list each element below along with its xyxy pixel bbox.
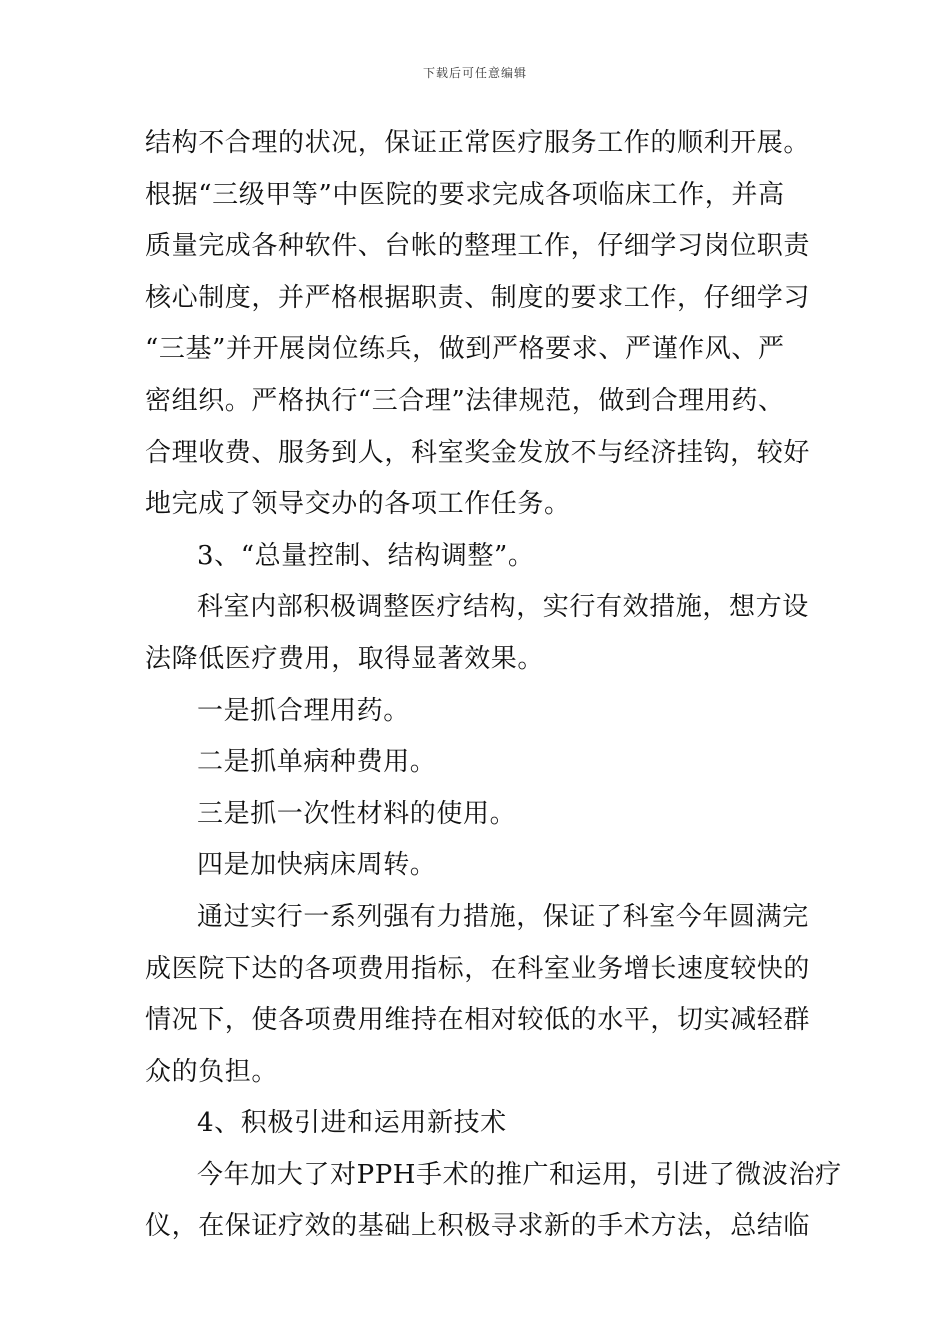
- text-line: 法降低医疗费用，取得显著效果。: [145, 643, 545, 674]
- text-line: 密组织。严格执行“三合理”法律规范，做到合理用药、: [145, 385, 785, 416]
- text-line: 根据“三级甲等”中医院的要求完成各项临床工作，并高: [145, 179, 785, 210]
- text-line: 质量完成各种软件、台帐的整理工作，仔细学习岗位职责: [145, 231, 811, 262]
- text-line: 仪，在保证疗效的基础上积极寻求新的手术方法，总结临: [145, 1211, 811, 1242]
- page-header-note: 下载后可任意编辑: [422, 66, 527, 80]
- document-body: [145, 118, 842, 1253]
- section-heading: 3、“总量控制、结构调整”。: [197, 540, 535, 571]
- text-line: 众的负担。: [145, 1056, 279, 1087]
- text-line: 科室内部积极调整医疗结构，实行有效措施，想方设: [197, 592, 809, 623]
- text-line: 核心制度，并严格根据职责、制度的要求工作，仔细学习: [145, 282, 811, 313]
- text-line: 结构不合理的状况，保证正常医疗服务工作的顺利开展。: [145, 128, 811, 158]
- list-item: 四是加快病床周转。: [197, 850, 437, 881]
- section-heading: 4、积极引进和运用新技术: [197, 1108, 507, 1139]
- text-line: 地完成了领导交办的各项工作任务。: [145, 489, 571, 520]
- text-line: 情况下，使各项费用维持在相对较低的水平，切实减轻群: [145, 1005, 811, 1036]
- list-item: 二是抓单病种费用。: [197, 747, 437, 778]
- list-item: 一是抓合理用药。: [197, 695, 410, 726]
- text-line: 今年加大了对PPH手术的推广和运用，引进了微波治疗: [197, 1159, 842, 1190]
- text-line: 成医院下达的各项费用指标，在科室业务增长速度较快的: [145, 953, 811, 984]
- text-line: 合理收费、服务到人，科室奖金发放不与经济挂钩，较好: [145, 437, 811, 468]
- list-item: 三是抓一次性材料的使用。: [197, 798, 517, 829]
- text-line: “三基”并开展岗位练兵，做到严格要求、严谨作风、严: [145, 334, 785, 365]
- text-line: 通过实行一系列强有力措施，保证了科室今年圆满完: [197, 901, 809, 932]
